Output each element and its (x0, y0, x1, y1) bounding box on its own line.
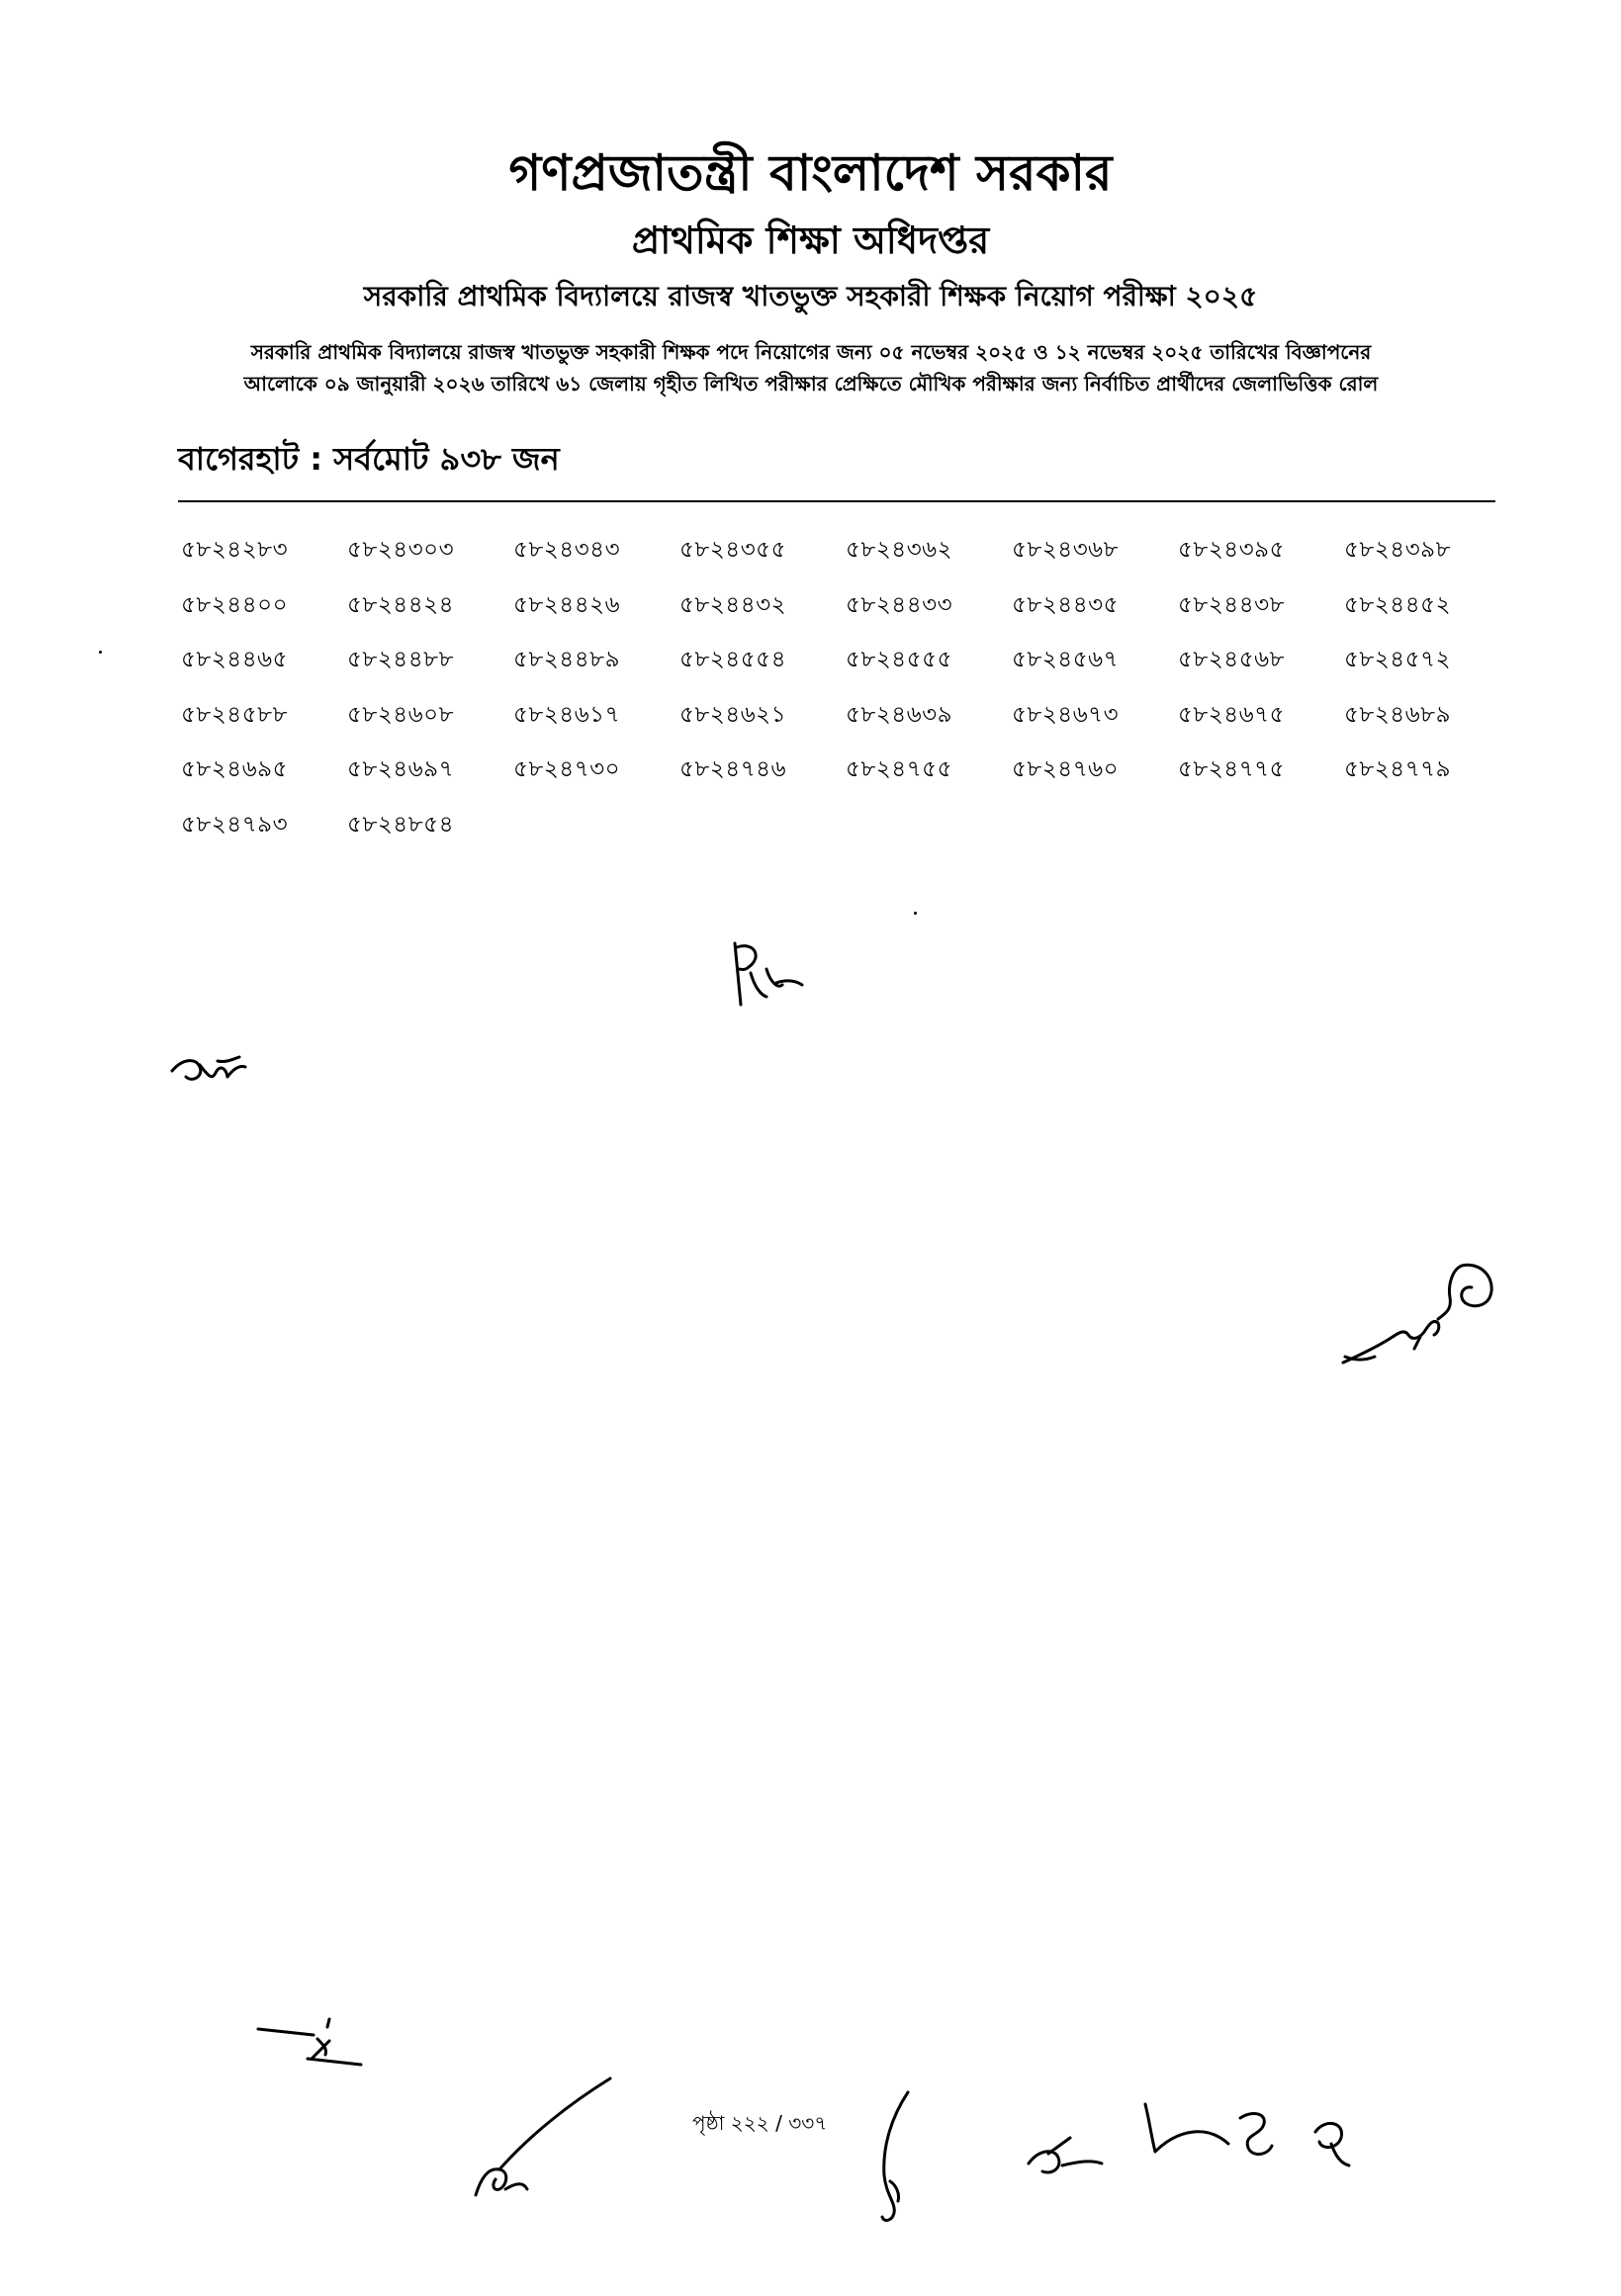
roll-number: ৫৮২৪৩৬৮ (1012, 537, 1120, 563)
government-title: গণপ্রজাতন্ত্রী বাংলাদেশ সরকার (508, 144, 1113, 202)
roll-number: ৫৮২৪৬০৮ (347, 701, 455, 728)
department-title: প্রাথমিক শিক্ষা অধিদপ্তর (631, 219, 990, 262)
heading-divider (178, 500, 1495, 502)
roll-number: ৫৮২৪৭৯৩ (181, 811, 289, 838)
roll-number: ৫৮২৪৪৮৮ (347, 647, 455, 672)
roll-number: ৫৮২৪৪৩২ (679, 591, 787, 618)
district-heading: বাগেরহাট : সর্বমোট ৯৩৮ জন (178, 440, 560, 478)
roll-number: ৫৮২৪৪৬৫ (181, 647, 289, 672)
roll-number: ৫৮২৪৬৭৩ (1012, 701, 1120, 728)
roll-number: ৫৮২৪৩০৩ (347, 537, 455, 563)
roll-number: ৫৮২৪৪২৪ (347, 591, 455, 618)
roll-number: ৫৮২৪৭৬০ (1012, 756, 1120, 782)
roll-number: ৫৮২৪৬৯৭ (347, 756, 455, 782)
roll-number: ৫৮২৪৩৪৩ (513, 537, 621, 563)
roll-number: ৫৮২৪৬৮৯ (1344, 701, 1452, 728)
roll-number: ৫৮২৪৪৮৯ (513, 647, 621, 672)
roll-number: ৫৮২৪৫৬৭ (1012, 647, 1120, 672)
roll-number: ৫৮২৪৬২১ (679, 701, 787, 728)
roll-number: ৫৮২৪২৮৩ (181, 537, 289, 563)
page-number: পৃষ্ঠা ২২২ / ৩৩৭ (692, 2111, 828, 2135)
roll-number: ৫৮২৪৬৭৫ (1178, 701, 1286, 728)
exam-title: সরকারি প্রাথমিক বিদ্যালয়ে রাজস্ব খাতভুক্ত সহকারী শিক্ষক নিয়োগ পরীক্ষা ২০২৫ (363, 280, 1258, 312)
roll-number: ৫৮২৪৪৫২ (1344, 591, 1452, 618)
signature-mark (168, 1051, 257, 1096)
roll-number: ৫৮২৪৩৯৮ (1344, 537, 1452, 563)
notice-line-2: আলোকে ০৯ জানুয়ারী ২০২৬ তারিখে ৬১ জেলায় গৃহীত লিখিত পরীক্ষার প্রেক্ষিতে মৌখিক পরীক্ষার জন্য নির্বাচিত প্রার্থীদের জেলাভিত্তিক রোল (243, 372, 1379, 396)
roll-number: ৫৮২৪৭৭৫ (1178, 756, 1286, 782)
roll-number: ৫৮২৪৭৫৫ (846, 756, 953, 782)
roll-number: ৫৮২৪৭৭৯ (1344, 756, 1452, 782)
notice-line-1: সরকারি প্রাথমিক বিদ্যালয়ে রাজস্ব খাতভুক্ত সহকারী শিক্ষক পদে নিয়োগের জন্য ০৫ নভেম্বর ২০২৫ ও ১২ নভেম্বর ২০২৫ তারিখের বিজ্ঞাপনের (250, 340, 1372, 364)
roll-number: ৫৮২৪৩৬২ (846, 537, 953, 563)
signature-mark (870, 2086, 930, 2235)
roll-number: ৫৮২৪৫৫৫ (846, 647, 953, 672)
roll-number: ৫৮২৪৩৫৫ (679, 537, 787, 563)
roll-number: ৫৮২৪৬১৭ (513, 701, 621, 728)
signature-mark (1335, 1258, 1523, 1376)
signature-mark (727, 939, 816, 1014)
roll-number: ৫৮২৪৫৫৪ (679, 647, 787, 672)
roll-number: ৫৮২৪৬৩৯ (846, 701, 953, 728)
signature-mark (470, 2067, 628, 2215)
roll-number: ৫৮২৪৪৩৫ (1012, 591, 1120, 618)
roll-number: ৫৮২৪৮৫৪ (347, 811, 455, 838)
scan-speck (99, 651, 102, 654)
roll-number: ৫৮২৪৪৩৮ (1178, 591, 1286, 618)
signature-mark (252, 2015, 371, 2075)
roll-number: ৫৮২৪৪৩৩ (846, 591, 953, 618)
roll-number: ৫৮২৪৫৮৮ (181, 701, 289, 728)
roll-number-grid (181, 534, 1506, 863)
roll-number: ৫৮২৪৩৯৫ (1178, 537, 1286, 563)
roll-number: ৫৮২৪৪০০ (181, 591, 289, 618)
notice-text (168, 336, 1454, 399)
signature-mark (1019, 2094, 1375, 2193)
roll-number: ৫৮২৪৫৬৮ (1178, 647, 1286, 672)
roll-number: ৫৮২৪৭৪৬ (679, 756, 787, 782)
roll-number: ৫৮২৪৭৩০ (513, 756, 621, 782)
roll-number: ৫৮২৪৬৯৫ (181, 756, 289, 782)
roll-number: ৫৮২৪৪২৬ (513, 591, 621, 618)
scan-speck (914, 912, 917, 915)
roll-number: ৫৮২৪৫৭২ (1344, 647, 1452, 672)
